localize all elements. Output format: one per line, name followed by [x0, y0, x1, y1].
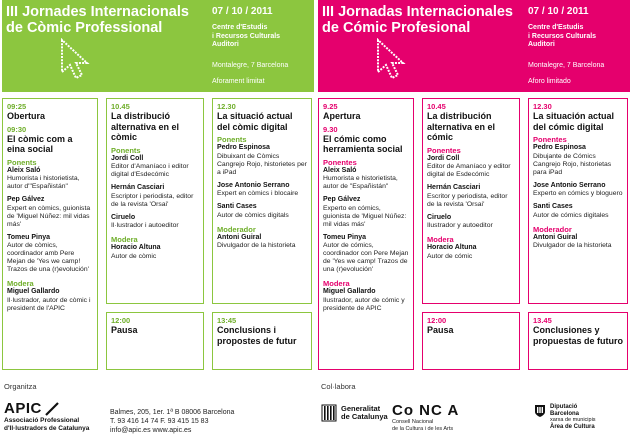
moderator-bio: Autor de còmic [111, 252, 157, 260]
speaker-bio: Editor d'Amaníaco i editor digital d'Esdecómic [111, 163, 189, 178]
speaker-name: Jose Antonio Serrano [533, 181, 606, 189]
session-time: 13.45 [533, 316, 552, 325]
diputacio-logo [534, 404, 596, 430]
speaker-bio: Autor de còmics, coordinador amb Pere Mejan de 'Yes we camp! Trazos de una (r)evolución' [7, 242, 89, 273]
role-label: Ponents [111, 145, 141, 155]
speaker-bio: Dibujante de Cómics Cangrejo Rojo, historietas para iPad [533, 152, 612, 176]
role-label: Ponentes [427, 145, 461, 155]
pixel-cursor-icon [376, 38, 424, 86]
speaker-name: Hernán Casciari [111, 184, 165, 191]
moderator-name: Horacio Altuna [111, 244, 161, 251]
speaker-bio: Il·lustrador i autoeditor [111, 222, 179, 229]
speaker-bio: Escriptor i periodista, editor de la revista 'Orsai' [111, 192, 194, 208]
role-label: Modera [323, 279, 350, 288]
session-title: La distribució alternativa en el còmic [111, 111, 180, 142]
session-col-2 [422, 98, 520, 304]
moderator-bio: Il·lustrador, autor de còmic i president de l'APIC [7, 296, 91, 312]
generalitat-name: de Catalunya [341, 412, 388, 421]
speaker-bio: Ilustrador y autoeditor [427, 222, 493, 229]
conclusions-box [528, 312, 628, 370]
speaker-name: Pep Gálvez [323, 196, 361, 203]
speaker-name: Aleix Saló [323, 166, 357, 174]
conca-subtitle: Consell Nacional [392, 419, 434, 425]
session-title: La distribución alternativa en el cómic [427, 111, 496, 142]
moderator-bio: Divulgador de la historieta [217, 242, 296, 249]
session-title: Conclusiones y propuestas de futuro [533, 325, 624, 346]
diputacio-name: Barcelona [550, 410, 580, 417]
role-label: Ponentes [533, 135, 567, 144]
speaker-name: Hernán Casciari [427, 184, 481, 191]
session-time: 10.45 [111, 102, 130, 111]
spanish-program [318, 0, 630, 372]
role-label: Ponentes [323, 157, 357, 167]
role-label: Modera [7, 279, 34, 288]
moderator-name: Horacio Altuna [427, 244, 477, 251]
venue-line: i Recursos Culturals [212, 32, 281, 40]
speaker-bio: Autor de còmics digitals [217, 211, 289, 219]
catalan-program [2, 0, 314, 372]
session-time: 9.25 [323, 102, 338, 111]
session-time: 9.30 [323, 124, 338, 134]
venue-line: Centre d'Estudis [212, 24, 268, 31]
conclusions-box [212, 312, 312, 370]
speaker-name: Pep Gálvez [7, 196, 45, 203]
session-col-3 [528, 98, 628, 304]
session-title: La situación actual del cómic digital [533, 111, 615, 132]
venue-line: i Recursos Culturals [528, 32, 597, 40]
session-time: 10.45 [427, 102, 446, 111]
speaker-bio: Humorista i historietista, autor d'"Españistán" [7, 175, 80, 190]
venue-line: Auditori [212, 41, 239, 48]
diputacio-area: Àrea de Cultura [550, 423, 595, 430]
session-title: Pausa [427, 325, 454, 335]
moderator-bio: Ilustrador, autor de cómic y presidente de APIC [323, 296, 405, 312]
conca-wordmark: Co NC A [392, 402, 460, 419]
role-label: Moderador [533, 224, 572, 234]
session-title: El cómic como herramienta social [323, 133, 403, 154]
session-time: 12.30 [217, 102, 236, 111]
venue [528, 24, 626, 50]
title-line-2: de Cómic Profesional [322, 20, 471, 36]
session-time: 12:00 [111, 316, 131, 325]
role-label: Ponents [217, 135, 247, 144]
session-title: Apertura [323, 111, 361, 121]
role-label: Modera [111, 235, 138, 244]
speaker-name: Santi Cases [533, 203, 573, 210]
apic-subtitle: Associació Professional [4, 417, 80, 424]
spanish-header [318, 0, 630, 92]
moderator-bio: Divulgador de la historieta [533, 242, 612, 249]
organizer-contact [110, 408, 234, 435]
pixel-cursor-icon [60, 38, 108, 86]
speaker-bio: Expert en còmics, guionista de 'Miguel Núñez: mil vidas más' [7, 204, 91, 228]
contact-phone: T. 93 416 14 74 F. 93 415 15 83 [110, 418, 209, 425]
venue-line: Auditori [528, 41, 555, 48]
organizer-label: Organitza [4, 382, 37, 391]
moderator-bio: Autor de cómic [427, 252, 473, 260]
speaker-bio: Escritor y periodista, editor de la revista 'Orsai' [427, 192, 508, 208]
session-time: 12:00 [427, 316, 447, 325]
generalitat-emblem-icon [321, 404, 337, 422]
session-col-3 [212, 98, 312, 304]
event-date: 07 / 10 / 2011 [528, 6, 589, 17]
title-line-1: III Jornadas Internacionales [322, 4, 513, 20]
role-label: Moderador [217, 224, 256, 234]
speaker-bio: Experto en cómics y bloguero [533, 190, 623, 197]
speaker-name: Santi Cases [217, 203, 257, 210]
speaker-bio: Editor de Amaníaco y editor digital de Esdecómic [427, 163, 511, 178]
session-col-1 [2, 98, 98, 370]
speaker-bio: Dibuixant de Còmics Cangrejo Rojo, historietes per a iPad [217, 152, 307, 176]
event-date: 07 / 10 / 2011 [212, 6, 273, 17]
title-line-1: III Jornades Internacionals [6, 4, 189, 20]
apic-subtitle: d'Il·lustradors de Catalunya [4, 424, 90, 432]
speaker-bio: Autor de cómics digitales [533, 211, 609, 219]
role-label: Modera [427, 235, 454, 244]
session-time: 12.30 [533, 102, 552, 111]
speaker-bio: Humorista e historietista, autor de "Españistán" [323, 175, 398, 190]
collaborator-label: Col·labora [321, 382, 356, 391]
moderator-name: Antoni Guiral [533, 233, 578, 241]
speaker-name: Pedro Espinosa [217, 144, 270, 151]
speaker-bio: Expert en còmics i blocaire [217, 190, 299, 197]
venue-address: Montalegre, 7 Barcelona [212, 62, 289, 69]
speaker-name: Tomeu Pinya [7, 233, 51, 241]
session-time: 09:25 [7, 102, 27, 111]
conca-subtitle: de la Cultura i de les Arts [392, 425, 454, 432]
diputacio-tagline: xarxa de municipis [550, 417, 596, 423]
venue-line: Centre d'Estudis [528, 24, 584, 31]
conca-logo [392, 402, 459, 432]
speaker-name: Jordi Coll [111, 154, 144, 162]
session-time: 09:30 [7, 124, 27, 134]
pause-box [422, 312, 520, 370]
session-title: Pausa [111, 325, 138, 335]
spanish-title [322, 4, 522, 36]
moderator-name: Antoni Guiral [217, 233, 262, 241]
speaker-name: Ciruelo [111, 213, 136, 221]
venue-address: Montalegre, 7 Barcelona [528, 62, 605, 69]
session-col-2 [106, 98, 204, 304]
venue [212, 24, 310, 50]
moderator-name: Miguel Gallardo [7, 288, 60, 295]
session-title: El còmic com a eina social [7, 133, 73, 154]
moderator-name: Miguel Gallardo [323, 288, 376, 295]
session-title: Obertura [7, 111, 46, 121]
apic-name: APIC [4, 400, 42, 417]
role-label: Ponents [7, 157, 37, 167]
title-line-2: de Còmic Professional [6, 20, 163, 36]
diputacio-name: Diputació [550, 404, 578, 410]
speaker-name: Jordi Coll [427, 154, 460, 162]
session-col-1 [318, 98, 414, 370]
session-time: 13:45 [217, 316, 237, 325]
generalitat-name: Generalitat [341, 403, 381, 413]
session-title: La situació actual del còmic digital [217, 111, 293, 132]
speaker-name: Aleix Saló [7, 166, 41, 174]
generalitat-logo [321, 404, 388, 422]
speaker-bio: Autor de cómics, coordinador con Pere Mejan de 'Yes we camp! Trazos de una (r)evolución' [323, 242, 409, 273]
catalan-title [6, 4, 206, 36]
pause-box [106, 312, 204, 370]
speaker-bio: Experto en cómics, guionista de 'Miguel Núñez: mil vidas más' [323, 204, 407, 228]
contact-address: Balmes, 205, 1er. 1ª B 08006 Barcelona [110, 409, 235, 416]
apic-pencil-icon [44, 401, 60, 417]
capacity-note: Aforo limitado [528, 78, 571, 85]
apic-logo [4, 400, 89, 432]
contact-web: info@apic.es www.apic.es [110, 427, 192, 434]
catalan-header [2, 0, 314, 92]
speaker-name: Tomeu Pinya [323, 233, 367, 241]
speaker-name: Jose Antonio Serrano [217, 181, 290, 189]
session-title: Conclusions i propostes de futur [217, 325, 297, 346]
capacity-note: Aforament limitat [212, 78, 265, 85]
diputacio-emblem-icon [534, 404, 546, 418]
speaker-name: Pedro Espinosa [533, 144, 586, 151]
speaker-name: Ciruelo [427, 213, 452, 221]
